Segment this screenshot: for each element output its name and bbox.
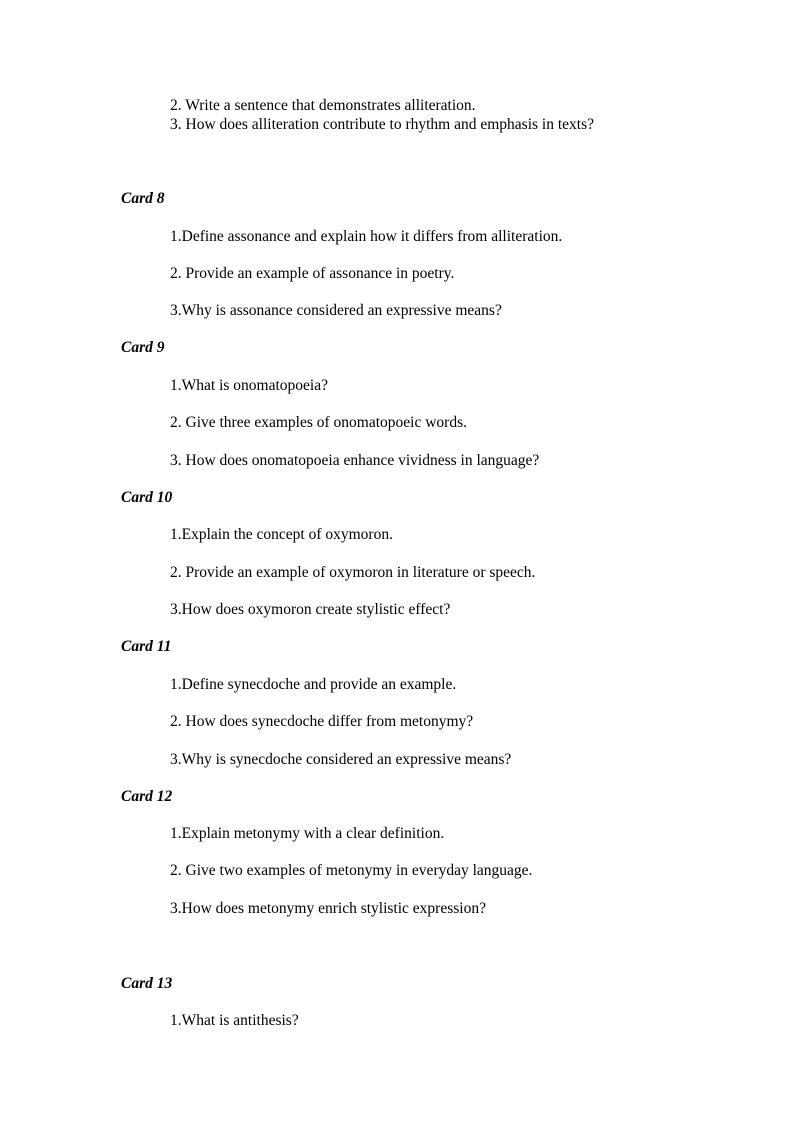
card-title: Card 10 [121, 489, 173, 506]
card-title: Card 11 [121, 638, 172, 655]
card-title: Card 12 [121, 788, 173, 805]
question-text: 3.Why is synecdoche considered an expressive means? [170, 751, 512, 768]
question-text: 2. Write a sentence that demonstrates alliteration. [170, 97, 476, 114]
question-text: 1.Define assonance and explain how it differs from alliteration. [170, 228, 563, 245]
question-text: 3.How does metonymy enrich stylistic expression? [170, 900, 486, 917]
question-text: 3.How does oxymoron create stylistic effect? [170, 601, 451, 618]
question-text: 1.Define synecdoche and provide an example. [170, 676, 457, 693]
question-text: 1.Explain the concept of oxymoron. [170, 526, 393, 543]
question-text: 2. Give two examples of metonymy in everyday language. [170, 862, 533, 879]
question-text: 1.What is onomatopoeia? [170, 377, 328, 394]
question-text: 2. Give three examples of onomatopoeic words. [170, 414, 467, 431]
question-text: 1.What is antithesis? [170, 1012, 299, 1029]
question-text: 2. Provide an example of assonance in poetry. [170, 265, 455, 282]
question-text: 1.Explain metonymy with a clear definition. [170, 825, 445, 842]
card-title: Card 9 [121, 339, 165, 356]
question-text: 2. Provide an example of oxymoron in literature or speech. [170, 564, 536, 581]
card-title: Card 8 [121, 190, 165, 207]
card-title: Card 13 [121, 975, 173, 992]
question-text: 2. How does synecdoche differ from metonymy? [170, 713, 474, 730]
question-text: 3. How does onomatopoeia enhance vividness in language? [170, 452, 540, 469]
question-text: 3.Why is assonance considered an expressive means? [170, 302, 502, 319]
question-text: 3. How does alliteration contribute to rhythm and emphasis in texts? [170, 116, 595, 133]
